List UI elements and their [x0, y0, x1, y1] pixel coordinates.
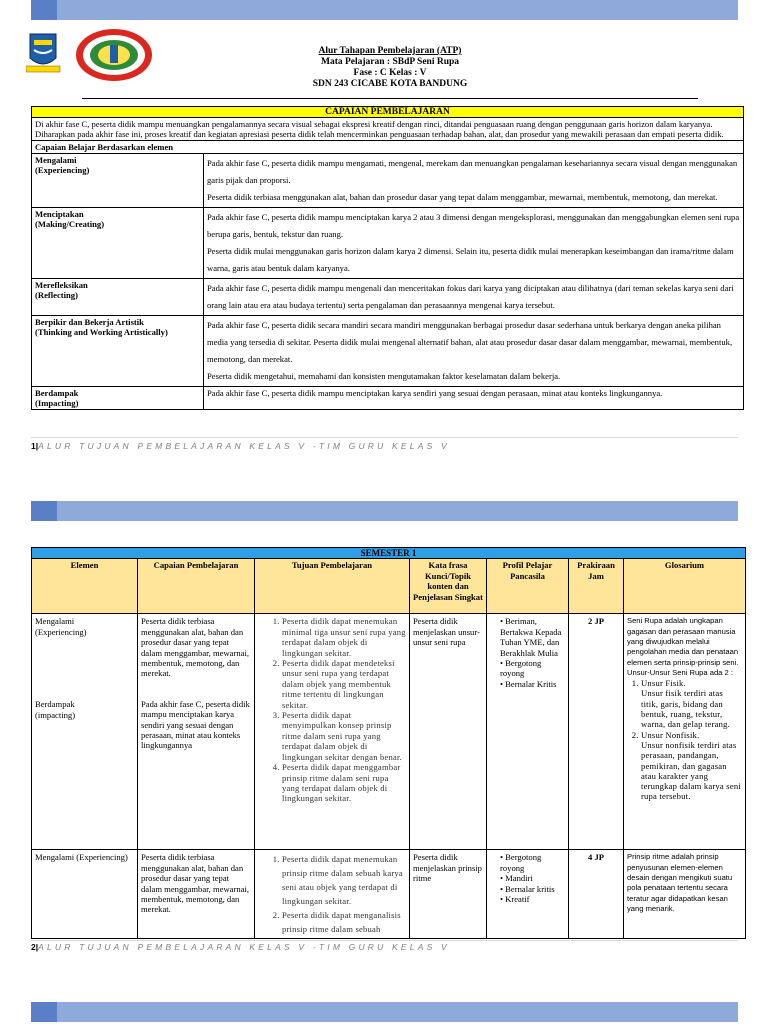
- city-emblem-icon: [26, 34, 60, 72]
- table-row: [32, 154, 744, 208]
- list-item: 3. Peserta didik dapat menyimpulkan konsep prinsip ritme dalam seni rupa yang terdapat dalam objek di lingkungan sekitar dengan benar.: [282, 710, 406, 762]
- capaian-cell: Pada akhir fase C, peserta didik mampu menciptakan karya sendiri yang sesuai dengan perasaan, minat atau konteks lingkungannya: [141, 698, 250, 751]
- header-divider: [82, 98, 698, 99]
- page-footer: 1|ALUR TUJUAN PEMBELAJARAN KELAS V -TIM GURU KELAS V: [31, 441, 450, 451]
- element-name: Mengalami: [35, 155, 77, 165]
- element-name: Merefleksikan: [35, 280, 88, 290]
- glosarium-text: Prinsip ritme adalah prinsip penyusunan elemen-elemen desain dengan mengikuti suatu pola penataan tertentu secara teratur agar didapatkan kesan yang menarik.: [624, 850, 746, 939]
- element-desc: Peserta didik mengetahui, memahami dan konsisten mengutamakan faktor keselamatan dalam bekerja.: [207, 371, 561, 381]
- element-desc: Peserta didik terbiasa menggunakan alat, bahan dan prosedur dasar yang tepat dalam menggambar, mewarnai, membentuk, memotong, dan merekat.: [207, 192, 718, 202]
- school-logos: [26, 26, 156, 84]
- column-header: Profil Pelajar Pancasila: [487, 559, 569, 614]
- profil-list: [490, 616, 565, 689]
- page-number: 1: [31, 441, 36, 451]
- column-header: Elemen: [32, 559, 138, 614]
- tujuan-list: [258, 852, 406, 936]
- page-header-bar: [31, 0, 738, 20]
- footer-text: ALUR TUJUAN PEMBELAJARAN KELAS V -TIM GURU KELAS V: [38, 441, 450, 451]
- element-name-en: (Impacting): [35, 398, 79, 408]
- capaian-subheading: Capaian Belajar Berdasarkan elemen: [32, 141, 744, 154]
- list-item: 1. Peserta didik dapat menemukan prinsip ritme dalam sebuah karya seni atau objek yang terdapat di lingkungan sekitar.: [282, 852, 406, 908]
- page-header-bar: [31, 501, 738, 521]
- list-item: • Bernalar Kritis: [500, 679, 565, 689]
- capaian-title: CAPAIAN PEMBELAJARAN: [32, 107, 744, 118]
- profil-list: [490, 852, 565, 904]
- jam-cell: 4 JP: [569, 850, 624, 939]
- glosarium-term: 1. Unsur Fisik.: [641, 678, 686, 689]
- column-header: Kata frasa Kunci/Topik konten dan Penjelasan Singkat: [410, 559, 487, 614]
- glosarium-desc: Unsur fisik terdiri atas titik, garis, bidang dan bentuk, ruang, tekstur, warna, dan gelap terang.: [641, 688, 731, 730]
- list-item: • Bergotong royong: [500, 658, 565, 679]
- document-title: Alur Tahapan Pembelajaran (ATP): [318, 46, 462, 56]
- table-row: [32, 279, 744, 316]
- list-item: [641, 730, 742, 802]
- phase-line: Fase : C Kelas : V: [353, 68, 427, 78]
- list-item: 4. Peserta didik dapat menggambar prinsip ritme dalam seni rupa yang terdapat dalam objek di lingkungan sekitar.: [282, 762, 406, 804]
- school-name: SDN 243 CICABE KOTA BANDUNG: [312, 79, 468, 89]
- column-header: Prakiraan Jam: [569, 559, 624, 614]
- tujuan-list: [258, 616, 406, 803]
- element-desc: Pada akhir fase C, peserta didik mampu menciptakan karya 2 atau 3 dimensi dengan mengeksplorasi, menggunakan dan menggabungkan elemen seni rupa berupa garis, bentuk, tekstur dan ruang.: [207, 212, 740, 239]
- element-desc: Pada akhir fase C, peserta didik mampu mengenali dan menceritakan fokus dari karya yang diciptakan atau dilihatnya (dari teman sekelas karya seni dari orang lain atau era atau budaya tertentu) serta pengalaman dan perasaannya mengenai karya tersebut.: [207, 283, 734, 310]
- capaian-table: [31, 106, 744, 410]
- table-row: [32, 614, 746, 850]
- list-item: • Kreatif: [500, 894, 565, 904]
- footer-divider: [31, 940, 738, 941]
- list-item: • Beriman, Bertakwa Kepada Tuhan YME, dan Berakhlak Mulia: [500, 616, 565, 658]
- capaian-intro: Di akhir fase C, peserta didik mampu menuangkan pengalamannya secara visual sebagai ekspresi kreatif dengan rinci, ditandai penguasaan ruang dengan penggunaan garis horizon dalam karyanya. Diharapkan pada akhir fase ini, proses kreatif dan kegiatan apresiasi peserta didik telah mencerminkan penguasaan terhadap bahan, alat, dan prosedur yang mewakili perasaan dan empati peserta didik.: [32, 118, 744, 141]
- glosarium-list: [627, 678, 742, 802]
- elemen-cell: Berdampak (impacting): [35, 699, 76, 720]
- glosarium-subheading: Unsur-Unsur Seni Rupa ada 2 :: [627, 667, 733, 677]
- kata-frasa-cell: Peserta didik menjelaskan unsur-unsur seni rupa: [410, 614, 487, 850]
- list-item: [641, 678, 742, 729]
- column-header: Capaian Pembelajaran: [138, 559, 255, 614]
- table-row: [32, 850, 746, 939]
- glosarium-term: 2. Unsur Nonfisik.: [641, 729, 700, 740]
- semester-title: SEMESTER 1: [32, 548, 746, 559]
- table-row: [32, 208, 744, 279]
- footer-divider: [31, 437, 738, 438]
- semester-table: [31, 547, 746, 939]
- capaian-cell: Peserta didik terbiasa menggunakan alat, bahan dan prosedur dasar yang tepat dalam menggambar, mewarnai, membentuk, memotong, dan merekat.: [141, 616, 249, 679]
- list-item: • Bernalar kritis: [500, 884, 565, 894]
- jam-cell: 2 JP: [569, 614, 624, 850]
- element-name: Menciptakan: [35, 209, 84, 219]
- list-item: 1. Peserta didik dapat menemukan minimal tiga unsur seni rupa yang terdapat dalam objek di lingkungan sekitar.: [282, 616, 406, 658]
- list-item: • Mandiri: [500, 873, 565, 883]
- element-desc: Pada akhir fase C, peserta didik mampu mengamati, mengenal, merekam dan menuangkan pengalaman kesehariannya secara visual dengan menggunakan garis pijak dan proporsi.: [207, 158, 738, 185]
- footer-text: ALUR TUJUAN PEMBELAJARAN KELAS V -TIM GURU KELAS V: [38, 942, 450, 952]
- element-name: Berpikir dan Bekerja Artistik: [35, 317, 144, 327]
- element-name-en: (Thinking and Working Artistically): [35, 327, 168, 337]
- document-header: [230, 46, 550, 90]
- list-item: • Bergotong royong: [500, 852, 565, 873]
- school-emblem-icon: [76, 29, 152, 81]
- elemen-cell: Mengalami (Experiencing): [32, 850, 138, 939]
- page-footer: 2|ALUR TUJUAN PEMBELAJARAN KELAS V -TIM GURU KELAS V: [31, 942, 450, 952]
- page-header-bar: [31, 1002, 738, 1022]
- column-header: Tujuan Pembelajaran: [255, 559, 410, 614]
- element-name-en: (Making/Creating): [35, 219, 105, 229]
- table-row: [32, 387, 744, 410]
- element-name-en: (Experiencing): [35, 165, 90, 175]
- column-header: Glosarium: [624, 559, 746, 614]
- element-name-en: (Reflecting): [35, 290, 78, 300]
- page-number: 2: [31, 942, 36, 952]
- subject-line: Mata Pelajaran : SBdP Seni Rupa: [320, 57, 460, 67]
- elemen-cell: Mengalami (Experiencing): [35, 616, 87, 637]
- list-item: 2. Peserta didik dapat mendeteksi unsur seni rupa yang terdapat dalam objek yang membentuk ritme tertentu di lingkungan sekitar.: [282, 658, 406, 710]
- capaian-cell: Peserta didik terbiasa menggunakan alat, bahan dan prosedur dasar yang tepat dalam menggambar, mewarnai, membentuk, memotong, dan merekat.: [138, 850, 255, 939]
- element-desc: Peserta didik mulai menggunakan garis horizon dalam karya 2 dimensi. Selain itu, peserta didik mulai menerapkan keseimbangan dan irama/ritme dalam warna, garis atau bentuk dalam karyanya.: [207, 246, 734, 273]
- glosarium-desc: Unsur nonfisik terdiri atas perasaan, pandangan, pemikiran, dan gagasan atau karakter yang terungkap dalam karya seni rupa tersebut.: [641, 739, 741, 802]
- element-desc: Pada akhir fase C, peserta didik mampu menciptakan karya sendiri yang sesuai dengan perasaan, minat atau konteks lingkungannya.: [207, 388, 663, 398]
- kata-frasa-cell: Peserta didik menjelaskan prinsip ritme: [410, 850, 487, 939]
- element-desc: Pada akhir fase C, peserta didik secara mandiri secara mandiri menggunakan berbagai prosedur dasar sederhana untuk berkarya dengan aneka pilihan media yang tersedia di sekitar. Peserta didik mulai mengenal alternatif bahan, alat atau prosedur dasar dasar dalam menggambar, mewarnai, membentuk, memotong, dan merekat.: [207, 320, 733, 364]
- glosarium-text: Seni Rupa adalah ungkapan gagasan dan perasaan manusia yang diwujudkan melalui pengolahan media dan penataan elemen serta prinsip-prinsip seni.: [627, 616, 739, 667]
- table-row: [32, 316, 744, 387]
- list-item: 2. Peserta didik dapat menganalisis prinsip ritme dalam sebuah: [282, 908, 406, 936]
- element-name: Berdampak: [35, 388, 79, 398]
